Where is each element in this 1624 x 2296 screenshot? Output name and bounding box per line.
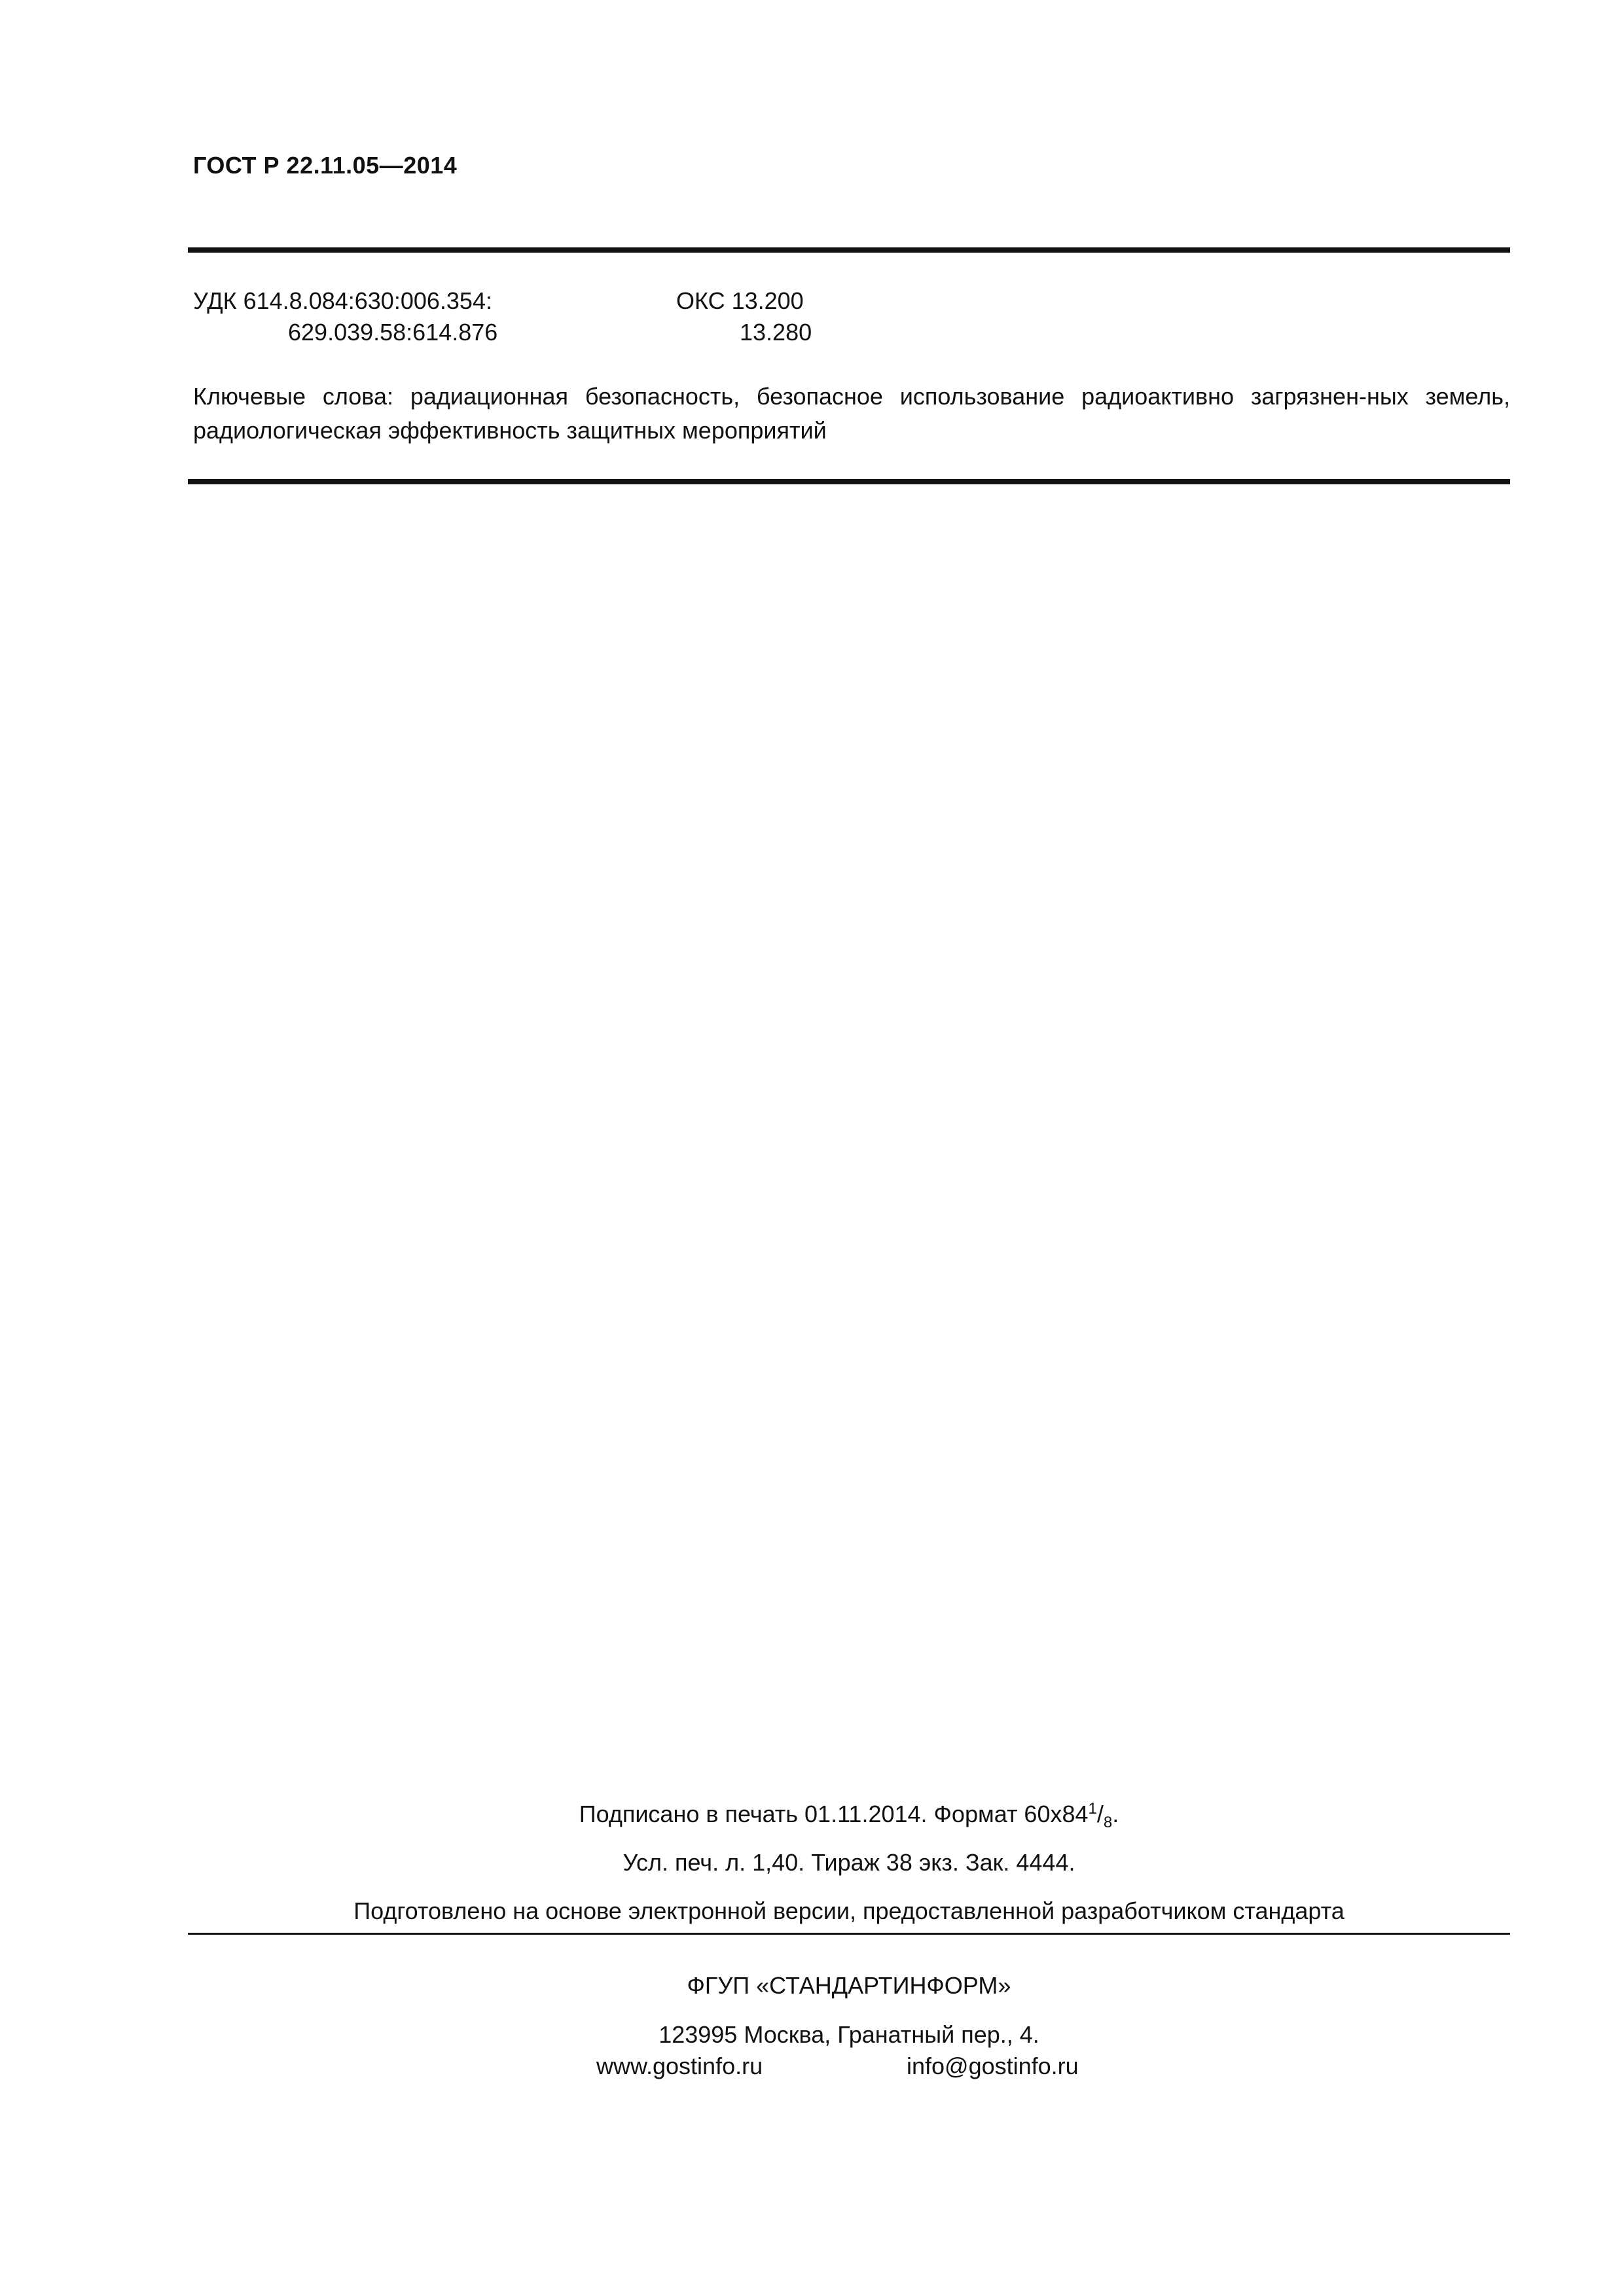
email-link[interactable]: info@gostinfo.ru bbox=[907, 2053, 1079, 2079]
print-signed-text: Подписано в печать 01.11.2014. Формат 60х84 bbox=[579, 1801, 1089, 1827]
publisher-name: ФГУП «СТАНДАРТИНФОРМ» bbox=[687, 1972, 1011, 1999]
oks-code-line-2: 13.280 bbox=[740, 319, 812, 346]
format-fraction-slash: / bbox=[1096, 1801, 1104, 1827]
print-run-line: Усл. печ. л. 1,40. Тираж 38 экз. Зак. 4444. bbox=[623, 1849, 1075, 1876]
website-link[interactable]: www.gostinfo.ru bbox=[596, 2053, 763, 2079]
print-signed-line bbox=[188, 1799, 1510, 1830]
format-fraction-denominator: 8 bbox=[1103, 1814, 1113, 1832]
prepared-note: Подготовлено на основе электронной версии, предоставленной разработчиком стандарта bbox=[353, 1897, 1344, 1924]
oks-code-line-1: ОКС 13.200 bbox=[676, 287, 804, 314]
publisher-address: 123995 Москва, Гранатный пер., 4. bbox=[659, 2021, 1039, 2048]
document-code: ГОСТ Р 22.11.05—2014 bbox=[193, 152, 458, 179]
udk-code-line-1: УДК 614.8.084:630:006.354: bbox=[193, 287, 492, 314]
top-divider bbox=[188, 247, 1510, 253]
keywords-divider bbox=[188, 479, 1510, 484]
format-end-period: . bbox=[1112, 1801, 1119, 1827]
keywords-paragraph: Ключевые слова: радиационная безопасность, безопасное использование радиоактивно загрязнен-ных земель, радиологическая эффективность защитных мероприятий bbox=[193, 383, 1510, 444]
publisher-divider bbox=[188, 1933, 1510, 1935]
format-fraction-numerator: 1 bbox=[1088, 1800, 1097, 1818]
udk-code-line-2: 629.039.58:614.876 bbox=[288, 319, 498, 346]
